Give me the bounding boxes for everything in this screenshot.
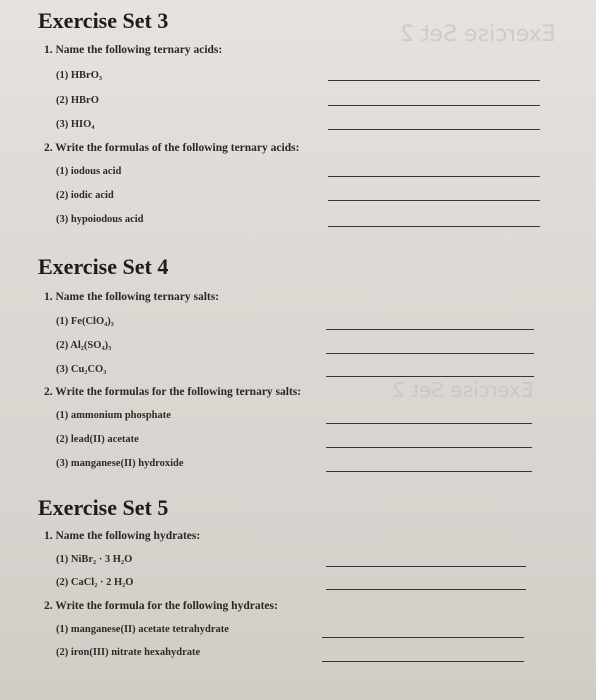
question-item: (2) HBrO [56,95,99,106]
answer-line[interactable] [322,661,524,662]
answer-line[interactable] [326,353,534,354]
question-prompt: 1. Name the following ternary acids: [44,44,223,56]
question-prompt: 2. Write the formula for the following hydrates: [44,600,278,612]
answer-line[interactable] [326,589,526,590]
question-item: (1) NiBr₂ · 3 H₂O [56,554,133,565]
question-item: (1) ammonium phosphate [56,410,171,421]
show-through-text: Exercise Set 2 [392,378,534,402]
question-prompt: 2. Write the formulas for the following ternary salts: [44,386,302,398]
exercise-set-title: Exercise Set 4 [38,254,169,279]
exercise-set-title: Exercise Set 5 [38,495,169,520]
question-item: (3) Cu₂CO₃ [56,364,107,375]
exercise-set-title: Exercise Set 3 [38,8,169,33]
question-item: (1) Fe(ClO₄)₃ [56,316,114,327]
question-item: (3) HIO₄ [56,119,95,130]
answer-line[interactable] [326,447,532,448]
question-item: (2) CaCl₂ · 2 H₂O [56,577,134,588]
answer-line[interactable] [328,176,540,177]
answer-line[interactable] [328,226,540,227]
question-item: (2) iron(III) nitrate hexahydrate [56,647,201,658]
answer-line[interactable] [328,105,540,106]
answer-line[interactable] [326,471,532,472]
answer-line[interactable] [322,637,524,638]
answer-line[interactable] [328,80,540,81]
answer-line[interactable] [326,329,534,330]
answer-line[interactable] [328,129,540,130]
question-item: (2) iodic acid [56,190,114,201]
question-item: (1) manganese(II) acetate tetrahydrate [56,624,229,635]
answer-line[interactable] [326,423,532,424]
question-item: (2) Al₂(SO₄)₃ [56,340,112,351]
question-item: (1) HBrO₃ [56,70,103,81]
question-prompt: 1. Name the following ternary salts: [44,291,220,303]
question-item: (3) manganese(II) hydroxide [56,458,184,469]
question-item: (1) iodous acid [56,166,122,177]
show-through-text: Exercise Set 2 [400,22,556,47]
question-item: (2) lead(II) acetate [56,434,139,445]
answer-line[interactable] [326,566,526,567]
question-item: (3) hypoiodous acid [56,214,144,225]
answer-line[interactable] [326,376,534,377]
question-prompt: 2. Write the formulas of the following ternary acids: [44,142,300,154]
question-prompt: 1. Name the following hydrates: [44,530,201,542]
answer-line[interactable] [328,200,540,201]
